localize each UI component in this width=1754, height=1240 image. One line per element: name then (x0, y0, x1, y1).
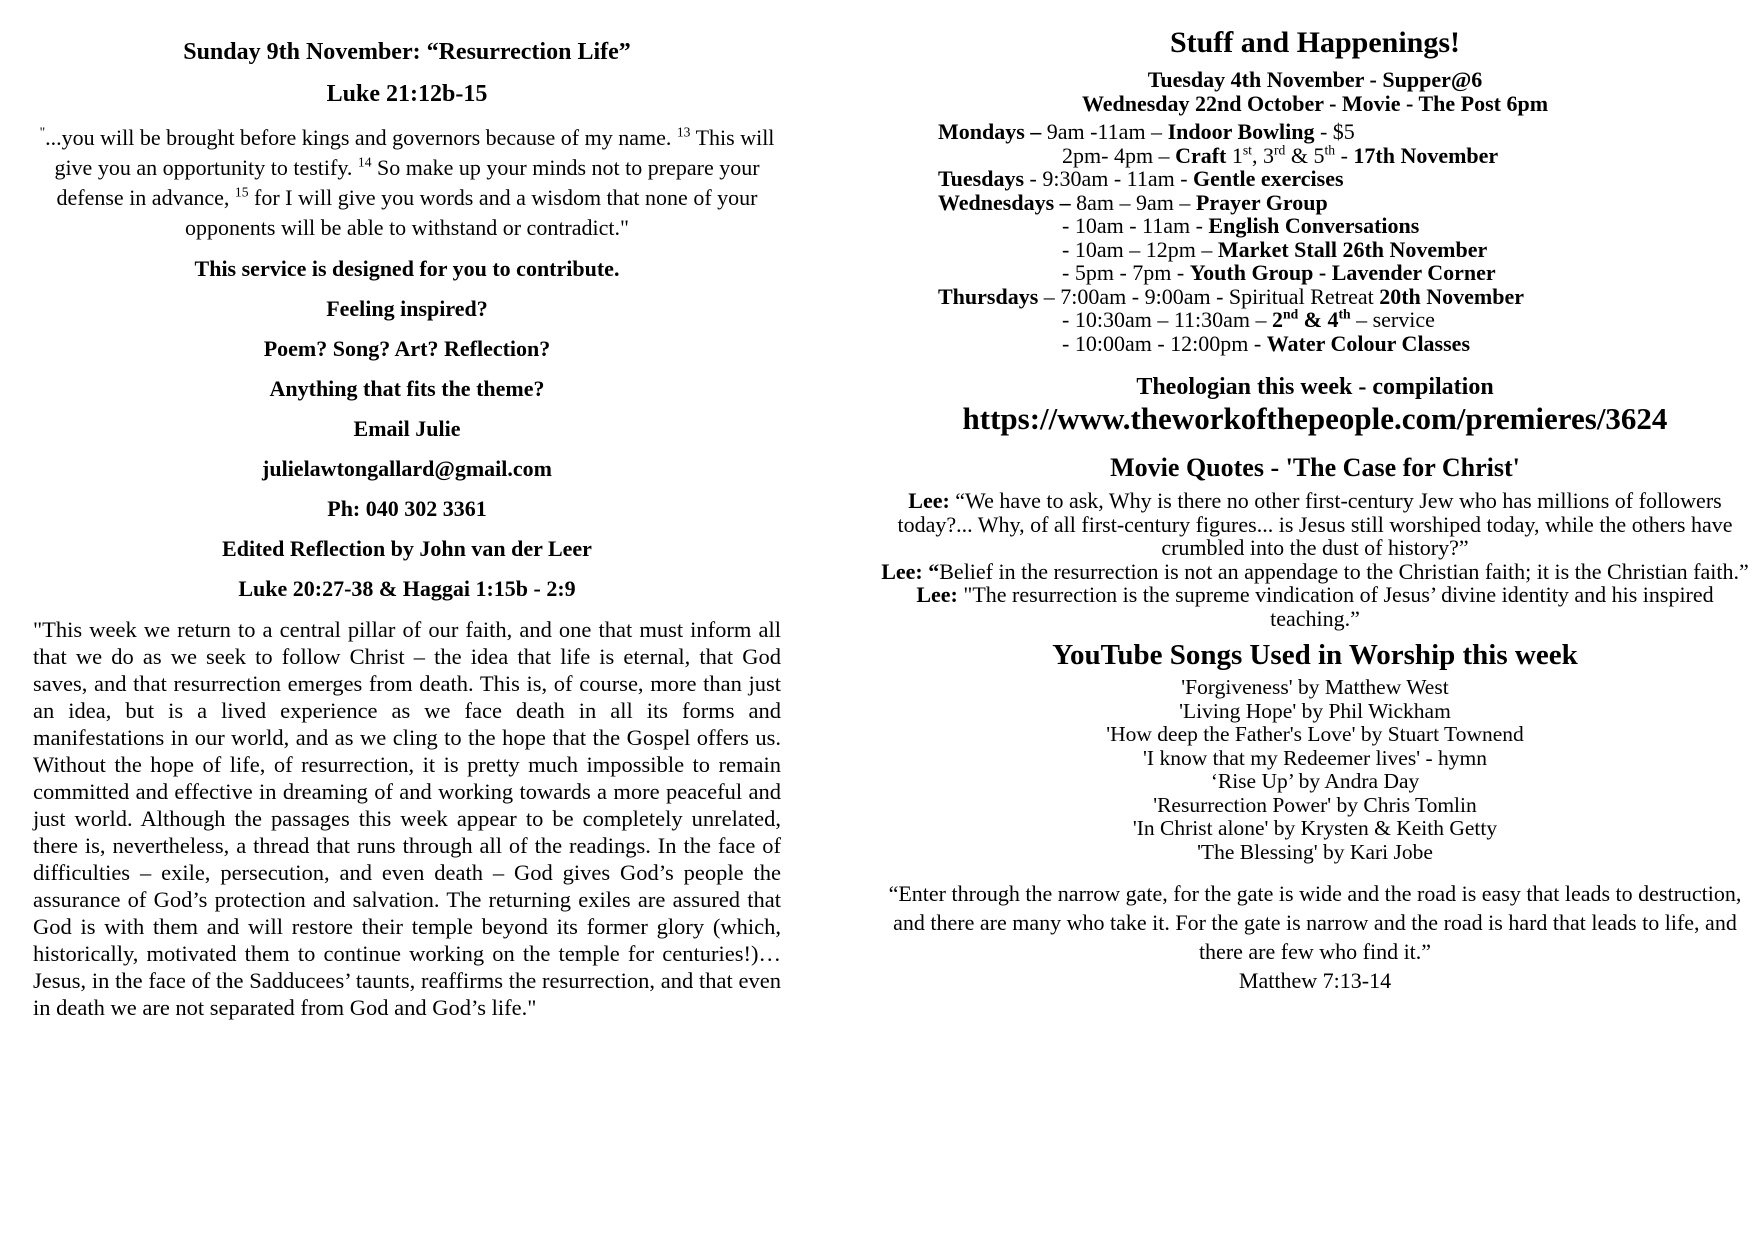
schedule-thursdays: Thursdays – 7:00am - 9:00am - Spiritual Retreat 20th November (938, 283, 1525, 309)
movie-quote-2: Lee: “Belief in the resurrection is not an appendage to the Christian faith; it is the Christian faith.” (881, 558, 1749, 584)
left-column (33, 0, 781, 1021)
closing-quote: “Enter through the narrow gate, for the gate is wide and the road is easy that leads to destruction, and there are many who take it. For the gate is narrow and the road is hard that leads to life, and there are few who find it.” (888, 881, 1742, 964)
weekly-schedule (938, 120, 1750, 355)
reflection-readings: Luke 20:27-38 & Haggai 1:15b - 2:9 (238, 576, 576, 601)
reflection-paragraph: "This week we return to a central pillar of our faith, and one that must inform all that we do as we seek to follow Christ – the idea that life is eternal, that God saves, and that resurrection emerges from death. This is, of course, more than just an idea, but is a lived experience as we face death in all its forms and manifestations in our world, and as we cling to the hope that the Gospel offers us. Without the hope of life, of resurrection, it is pretty much impossible to remain committed and effective in dreaming of and working towards a more peaceful and just world. Although the passages this week appear to be completely unrelated, there is, nevertheless, a thread that runs through all of the readings. In the face of difficulties – exile, persecution, and even death – God gives God’s people the assurance of God’s protection and salvation. The returning exiles are assured that God is with them and will restore their temple beyond its former glory (which, historically, motivated them to continue working on the temple for centuries!)…Jesus, in the face of the Sadducees’ taunts, reaffirms the resurrection, and that even in death we are not separated from God and God’s life." (33, 617, 781, 1020)
song-item-5: ‘Rise Up’ by Andra Day (1210, 769, 1420, 793)
reading-reference: Luke 21:12b-15 (326, 81, 488, 107)
scripture-quote: "...you will be brought before kings and governors because of my name. $^{13}$ This will give you an opportunity to testify. $^{14}$ So make up your minds not to prepare your defense in advance, $^{15}$ for I will give you words and a wisdom that none of your opponents will be able to withstand or contradict." (39, 124, 775, 240)
movie-quote-1: Lee: “We have to ask, Why is there no other first-century Jew who has millions of followers today?... Why, of all first-century figures... is Jesus still worshiped today, while the others have crumbled into the dust of history?” (897, 488, 1733, 560)
movie-quotes-title: Movie Quotes - 'The Case for Christ' (1110, 453, 1520, 482)
theologian-url: https://www.theworkofthepeople.com/premieres/3624 (962, 401, 1668, 436)
service-title: Sunday 9th November: “Resurrection Life” (183, 39, 631, 65)
email-julie-line: Email Julie (353, 416, 461, 441)
contribute-note: This service is designed for you to contribute. (194, 256, 620, 281)
poem-song-line: Poem? Song? Art? Reflection? (263, 336, 551, 361)
schedule-market-stall: - 10am – 12pm – Market Stall 26th November (1062, 236, 1488, 262)
schedule-mondays-craft: 2pm- 4pm – Craft 1st, 3rd & 5th - 17th November (1062, 142, 1499, 168)
phone-number: Ph: 040 302 3361 (327, 496, 487, 521)
schedule-english-conversations: - 10am - 11am - English Conversations (1062, 213, 1420, 238)
right-column (880, 0, 1750, 995)
song-item-2: 'Living Hope' by Phil Wickham (1179, 698, 1451, 723)
theologian-line: Theologian this week - compilation (1136, 374, 1494, 400)
schedule-mondays: Mondays – 9am -11am – Indoor Bowling - $5 (938, 119, 1355, 144)
song-item-8: 'The Blessing' by Kari Jobe (1197, 839, 1433, 864)
event-supper: Tuesday 4th November - Supper@6 (1147, 67, 1483, 92)
closing-reference: Matthew 7:13-14 (1238, 968, 1392, 993)
reflection-credit: Edited Reflection by John van der Leer (222, 536, 592, 561)
schedule-youth-group: - 5pm - 7pm - Youth Group - Lavender Corner (1062, 260, 1496, 285)
song-item-7: 'In Christ alone' by Krysten & Keith Getty (1132, 816, 1498, 840)
schedule-service: - 10:30am – 11:30am – 2nd & 4th – service (1062, 306, 1435, 332)
schedule-water-colour: - 10:00am - 12:00pm - Water Colour Classes (1062, 330, 1470, 356)
email-address: julielawtongallard@gmail.com (262, 456, 552, 481)
schedule-tuesdays: Tuesdays - 9:30am - 11am - Gentle exercises (938, 166, 1344, 191)
song-item-4: 'I know that my Redeemer lives' - hymn (1143, 745, 1487, 770)
songs-title: YouTube Songs Used in Worship this week (1052, 639, 1578, 671)
song-item-3: 'How deep the Father's Love' by Stuart Townend (1106, 722, 1524, 746)
anything-theme-line: Anything that fits the theme? (269, 376, 545, 401)
song-item-1: 'Forgiveness' by Matthew West (1181, 675, 1449, 699)
event-movie: Wednesday 22nd October - Movie - The Post 6pm (1081, 91, 1549, 116)
schedule-wednesdays: Wednesdays – 8am – 9am – Prayer Group (938, 189, 1328, 215)
feeling-inspired-line: Feeling inspired? (326, 296, 488, 321)
song-item-6: 'Resurrection Power' by Chris Tomlin (1153, 792, 1477, 817)
movie-quote-3: Lee: "The resurrection is the supreme vindication of Jesus’ divine identity and his inspired teaching.” (916, 582, 1714, 631)
happenings-title: Stuff and Happenings! (1169, 26, 1461, 59)
